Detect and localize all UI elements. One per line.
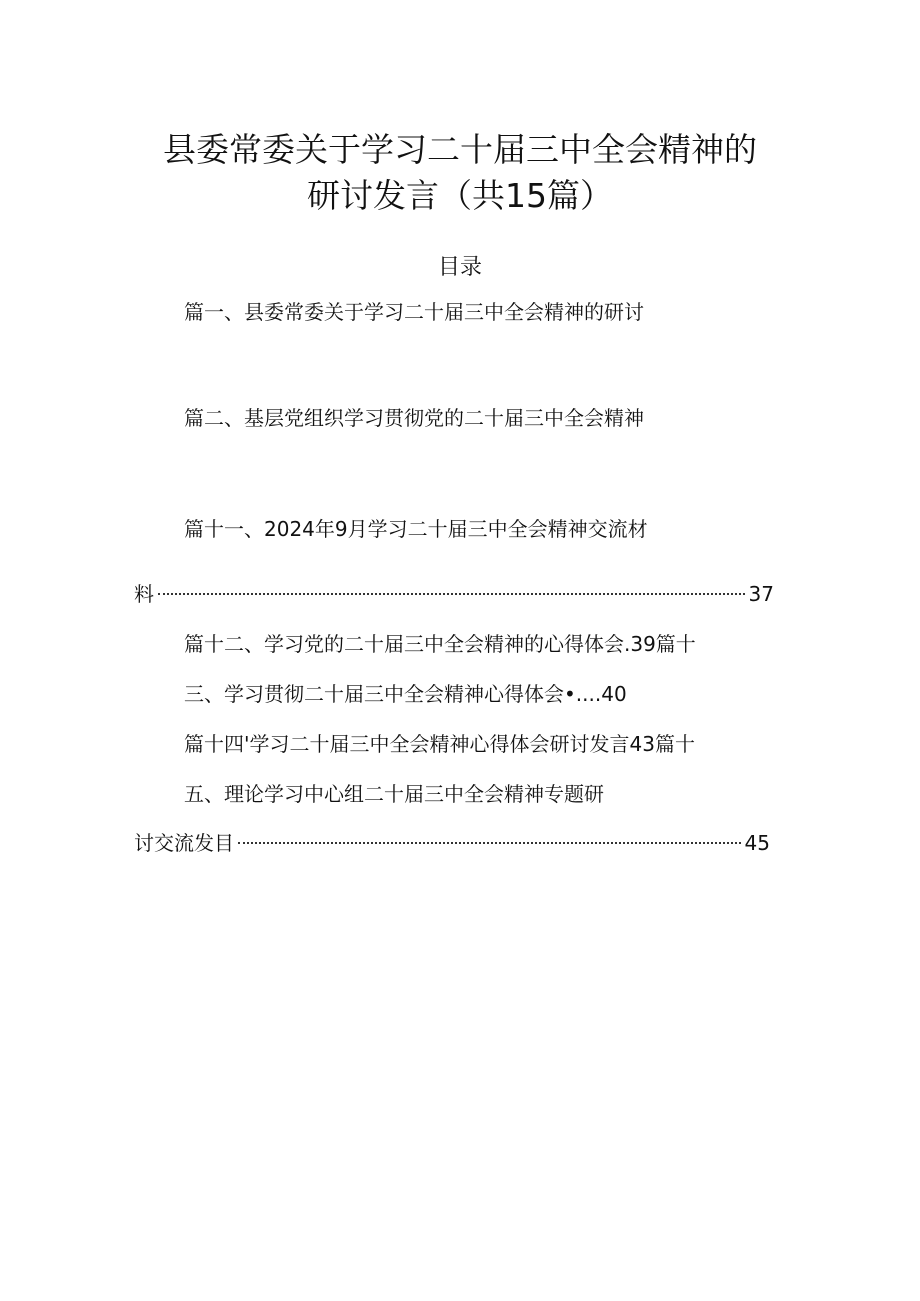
toc-page-number: 37 bbox=[748, 582, 774, 606]
toc-heading: 目录 bbox=[437, 255, 482, 280]
toc-entry-11[interactable]: 篇十一、2024年9月学习二十届三中全会精神交流材 bbox=[184, 517, 648, 541]
document-title-line-1: 县委常委关于学习二十届三中全会精神的 bbox=[163, 130, 757, 169]
toc-entry-15-tail: 讨交流发目 bbox=[134, 831, 234, 855]
toc-page-number: 45 bbox=[744, 831, 770, 855]
toc-entry-11-tail: 料 bbox=[134, 582, 154, 606]
toc-entry-2[interactable]: 篇二、基层党组织学习贯彻党的二十届三中全会精神 bbox=[184, 406, 644, 430]
dot-leader bbox=[238, 842, 741, 844]
toc-entry-15[interactable]: 五、理论学习中心组二十届三中全会精神专题研 bbox=[184, 782, 604, 806]
dot-leader bbox=[158, 593, 745, 595]
document-title-line-2: 研讨发言（共15篇） bbox=[307, 176, 613, 215]
toc-entry-14[interactable]: 篇十四'学习二十届三中全会精神心得体会研讨发言43篇十 bbox=[184, 732, 695, 756]
toc-entry-15-continuation[interactable] bbox=[134, 829, 770, 857]
toc-entry-12[interactable]: 篇十二、学习党的二十届三中全会精神的心得体会.39篇十 bbox=[184, 632, 696, 656]
toc-entry-1[interactable]: 篇一、县委常委关于学习二十届三中全会精神的研讨 bbox=[184, 300, 644, 324]
toc-entry-13[interactable]: 三、学习贯彻二十届三中全会精神心得体会•....40 bbox=[184, 682, 627, 706]
toc-entry-11-continuation[interactable] bbox=[134, 580, 774, 608]
